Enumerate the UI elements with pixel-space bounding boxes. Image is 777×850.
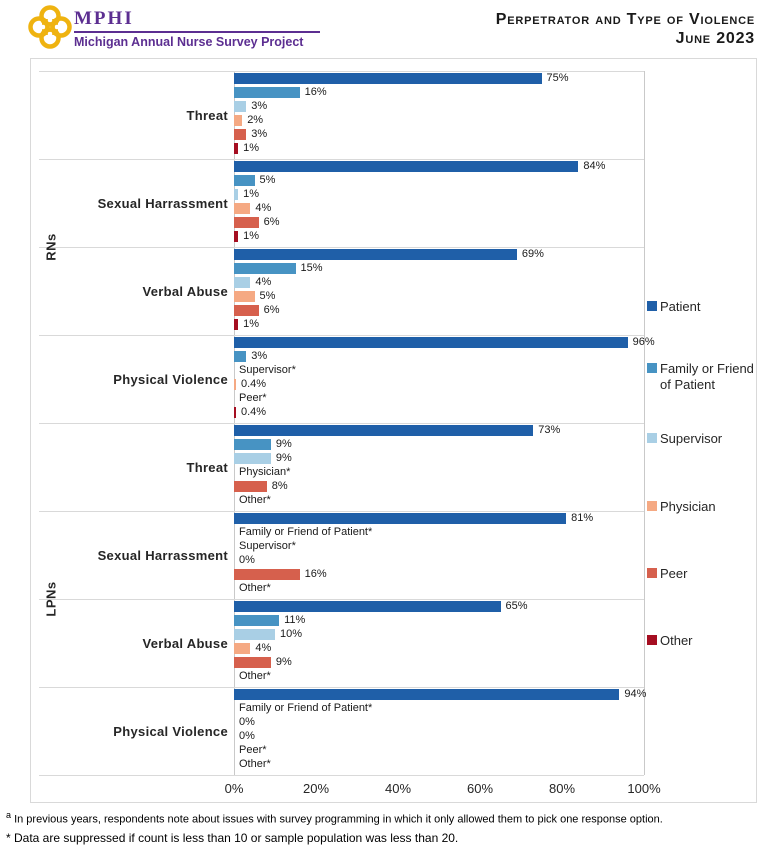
category-label: Physical Violence: [113, 371, 228, 387]
bar-value-label: 65%: [505, 600, 528, 612]
legend-item-physician: [647, 499, 716, 515]
footnote-2: * Data are suppressed if count is less than 10 or sample population was less than 20.: [6, 830, 459, 845]
category-block: [31, 423, 644, 511]
category-block: [31, 511, 644, 599]
bar-value-label: 75%: [546, 72, 569, 84]
bar-family-or-friend-of-patient: [234, 175, 255, 186]
legend-item-other: [647, 633, 693, 649]
bar-value-label: 6%: [263, 304, 280, 316]
bar-family-or-friend-of-patient: [234, 351, 246, 362]
category-block: [31, 335, 655, 423]
category-block: [31, 599, 644, 687]
footnote-1-text: In previous years, respondents note about issues with survey programming in which it only allowed them to pick one response option.: [14, 813, 663, 826]
footnote-1: [6, 808, 766, 828]
legend-label: Patient: [660, 299, 701, 314]
bar-value-label: 8%: [271, 480, 288, 492]
bar-value-label: 1%: [243, 230, 259, 242]
logo-subtitle: Michigan Annual Nurse Survey Project: [74, 35, 304, 49]
category-label: Verbal Abuse: [142, 283, 228, 299]
bar-peer: [234, 217, 259, 228]
bar-value-label: Family or Friend of Patient*: [239, 526, 373, 538]
bar-value-label: 0%: [239, 716, 255, 728]
bar-patient: [234, 337, 628, 348]
logo-acronym: MPHI: [74, 8, 134, 29]
bar-value-label: 5%: [259, 174, 276, 186]
legend-item-peer: [647, 566, 687, 582]
chart-title-line1: Perpetrator and Type of Violence: [495, 11, 755, 28]
bar-value-label: 84%: [583, 160, 606, 172]
bar-value-label: 1%: [243, 318, 259, 330]
bar-patient: [234, 73, 542, 84]
bar-value-label: 0%: [239, 554, 255, 566]
bar-value-label: Supervisor*: [239, 540, 296, 552]
category-block: [31, 71, 644, 159]
bar-value-label: 4%: [255, 642, 272, 654]
bar-value-label: 11%: [284, 614, 306, 626]
bar-physician: [234, 115, 242, 126]
bar-patient: [234, 601, 501, 612]
bar-patient: [234, 513, 566, 524]
category-label: Sexual Harrassment: [97, 195, 228, 211]
bar-value-label: Physician*: [239, 466, 291, 478]
plot-right-border: [644, 71, 645, 775]
category-block: [31, 687, 647, 775]
chart-title-line2: June 2023: [675, 30, 755, 47]
bar-physician: [234, 643, 250, 654]
bar-value-label: 73%: [538, 424, 561, 436]
legend-label: Physician: [660, 499, 716, 514]
bar-value-label: Other*: [239, 494, 271, 506]
bar-supervisor: [234, 189, 238, 200]
bar-patient: [234, 249, 517, 260]
footnote-1-sup: a: [6, 810, 12, 820]
bar-patient: [234, 425, 533, 436]
bar-value-label: 5%: [259, 290, 276, 302]
group-label-rns: RNs: [43, 233, 59, 261]
legend-swatch: [647, 363, 657, 373]
category-block: [31, 247, 644, 335]
x-tick-label: 60%: [466, 781, 494, 796]
x-axis-line: [39, 775, 644, 776]
x-tick-label: 0%: [224, 781, 244, 796]
category-block: [31, 159, 644, 247]
bar-value-label: Family or Friend of Patient*: [239, 702, 373, 714]
legend-item-patient: [647, 299, 700, 315]
x-tick-label: 20%: [302, 781, 330, 796]
bar-value-label: 3%: [251, 100, 268, 112]
bar-value-label: 9%: [275, 452, 292, 464]
footnotes: [6, 808, 766, 846]
bar-other: [234, 319, 238, 330]
x-tick-label: 80%: [548, 781, 576, 796]
bar-physician: [234, 203, 250, 214]
bar-value-label: 16%: [304, 568, 327, 580]
bar-value-label: Other*: [239, 758, 271, 770]
bar-value-label: Peer*: [239, 392, 267, 404]
bar-peer: [234, 305, 259, 316]
bar-supervisor: [234, 101, 246, 112]
legend-label: Other: [660, 633, 693, 648]
bar-patient: [234, 689, 619, 700]
bar-value-label: 0.4%: [241, 378, 267, 390]
bar-value-label: Other*: [239, 670, 271, 682]
bar-value-label: 94%: [624, 688, 647, 700]
category-label: Physical Violence: [113, 723, 228, 739]
bar-peer: [234, 569, 300, 580]
legend-item-supervisor: [647, 431, 722, 447]
bar-value-label: 69%: [521, 248, 544, 260]
bar-value-label: 4%: [255, 276, 272, 288]
category-label: Threat: [186, 107, 228, 123]
bar-value-label: 0.4%: [241, 406, 267, 418]
bar-value-label: Supervisor*: [239, 364, 296, 376]
bar-supervisor: [234, 629, 275, 640]
bar-value-label: 1%: [243, 142, 259, 154]
bar-other: [234, 143, 238, 154]
mphi-logo-icon: [28, 5, 72, 49]
bar-peer: [234, 129, 246, 140]
bar-value-label: 1%: [243, 188, 259, 200]
category-label: Sexual Harrassment: [97, 547, 228, 563]
bar-value-label: 9%: [275, 656, 292, 668]
bar-patient: [234, 161, 578, 172]
bar-peer: [234, 657, 271, 668]
legend-swatch: [647, 433, 657, 443]
bar-value-label: 4%: [255, 202, 272, 214]
legend: [647, 59, 757, 804]
legend-item-family-or-friend-of-patient: [647, 361, 757, 393]
category-label: Threat: [186, 459, 228, 475]
bar-value-label: 0%: [239, 730, 255, 742]
bar-value-label: 6%: [263, 216, 280, 228]
group-label-lpns: LPNs: [43, 581, 59, 617]
chart-area: [30, 58, 757, 803]
legend-swatch: [647, 301, 657, 311]
bar-value-label: 9%: [275, 438, 292, 450]
legend-label: Supervisor: [660, 431, 723, 446]
bar-physician: [234, 379, 236, 390]
bar-value-label: 16%: [304, 86, 327, 98]
legend-swatch: [647, 568, 657, 578]
chart-title: [496, 10, 755, 48]
legend-swatch: [647, 635, 657, 645]
x-tick-label: 100%: [627, 781, 661, 796]
header: [0, 0, 777, 56]
bar-value-label: 3%: [251, 128, 268, 140]
bar-other: [234, 231, 238, 242]
legend-label: Peer: [660, 566, 688, 581]
logo-underline: [74, 31, 320, 33]
legend-label: Family or Friend of Patient: [660, 361, 754, 392]
bar-value-label: Other*: [239, 582, 271, 594]
bar-family-or-friend-of-patient: [234, 615, 279, 626]
bar-family-or-friend-of-patient: [234, 263, 296, 274]
bar-value-label: 96%: [632, 336, 655, 348]
bar-physician: [234, 291, 255, 302]
bar-value-label: 81%: [571, 512, 594, 524]
bar-value-label: 10%: [280, 628, 303, 640]
x-tick-label: 40%: [384, 781, 412, 796]
bar-value-label: 3%: [251, 350, 268, 362]
category-label: Verbal Abuse: [142, 635, 228, 651]
bar-family-or-friend-of-patient: [234, 87, 300, 98]
bar-other: [234, 407, 236, 418]
bar-family-or-friend-of-patient: [234, 439, 271, 450]
bar-supervisor: [234, 453, 271, 464]
bar-value-label: 2%: [247, 114, 264, 126]
legend-swatch: [647, 501, 657, 511]
bar-peer: [234, 481, 267, 492]
bar-value-label: 15%: [300, 262, 323, 274]
bar-value-label: Peer*: [239, 744, 267, 756]
bar-supervisor: [234, 277, 250, 288]
